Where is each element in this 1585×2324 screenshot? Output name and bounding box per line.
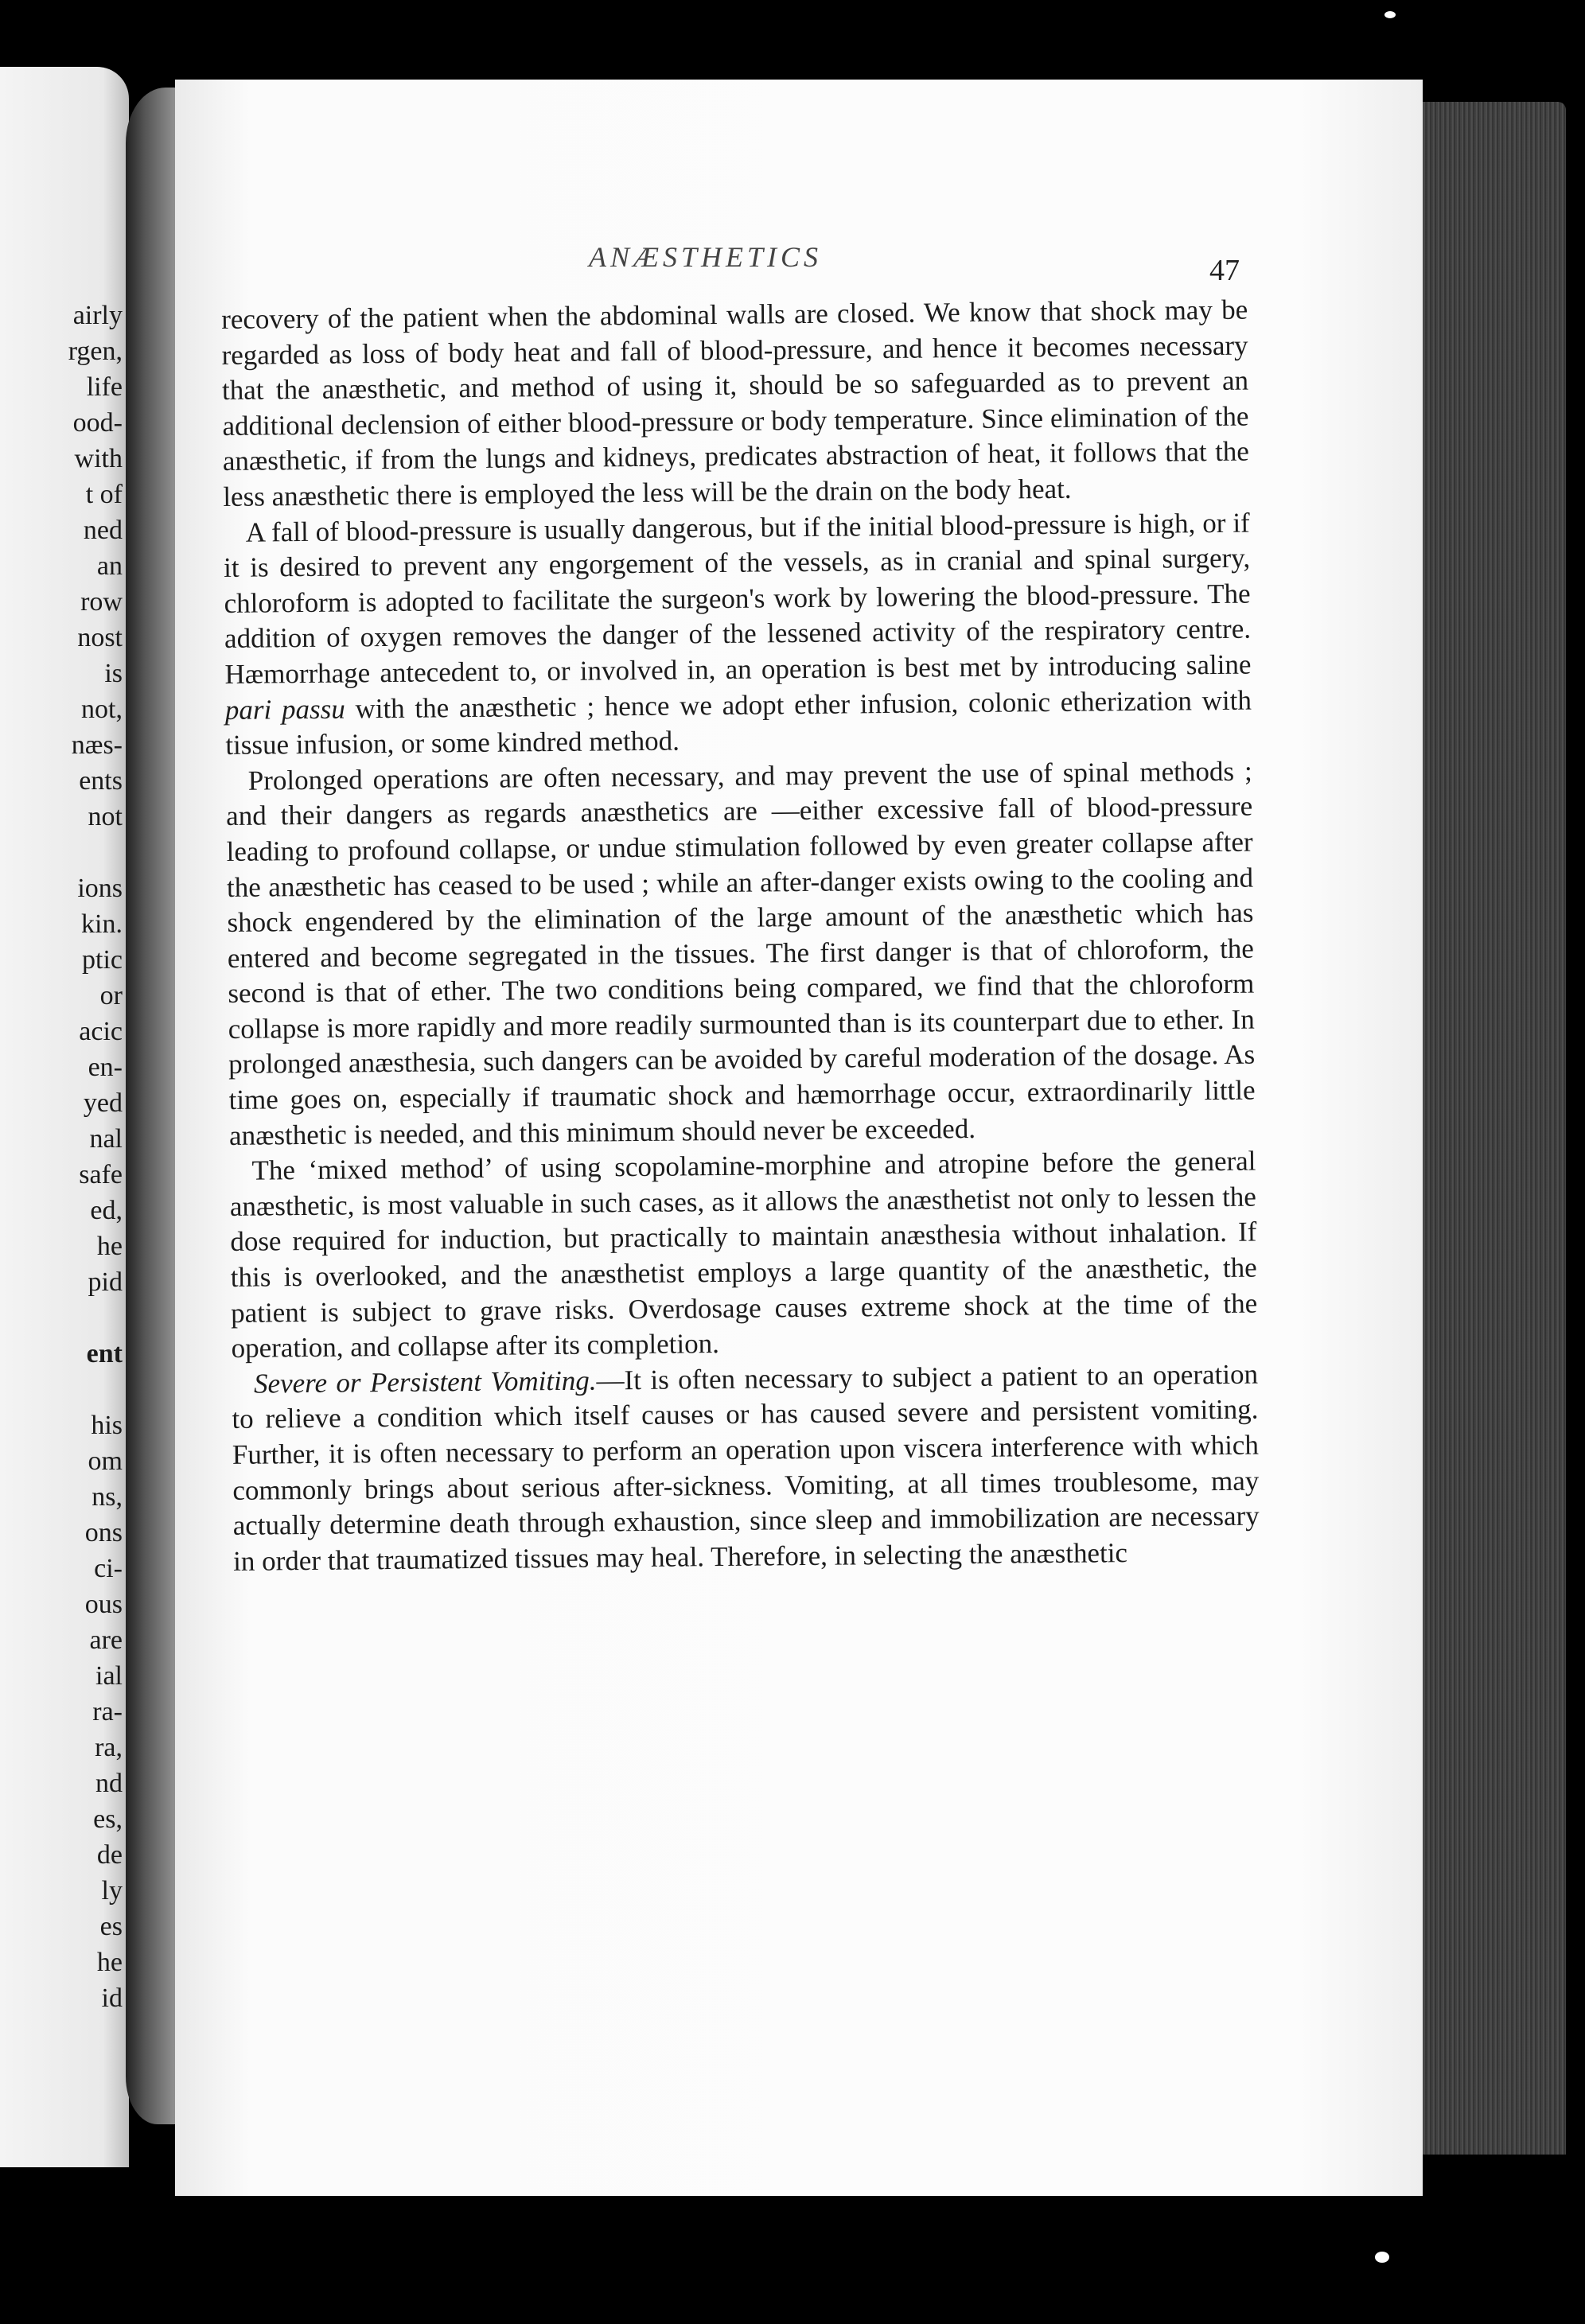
left-page-fragment: row: [80, 587, 123, 617]
left-page-fragment: [3, 1300, 123, 1336]
left-page-fragment: are: [89, 1625, 123, 1655]
left-page-fragment: næs-: [71, 730, 123, 760]
left-page: [0, 67, 129, 2167]
left-page-fragment: rgen,: [68, 337, 123, 366]
paragraph-3: Prolonged operations are often necessary, and may prevent the use of spinal methods ; and their dangers as regards anæsthetics are —either excessive fall of blood-pressure leading to profound collapse, or undue stimulation followed by even greater collapse after the anæsthetic has ceased to be used ; while an after-danger exists owing to the cooling and shock engendered by the elimination of the large amount of the anæsthetic which has entered and become segregated in the tissues. The first danger is that of chloroform, the second is that of ether. The two conditions being compared, we find that the chloroform collapse is more rapidly and more readily surmounted than is its counterpart due to ether. In prolonged anæsthesia, such dangers can be avoided by careful moderation of the dosage. As time goes on, especially if traumatic shock and hæmorrhage occur, extraordinarily little anæsthetic is needed, and this minimum should never be exceeded.: [226, 755, 1256, 1151]
page-number: 47: [1209, 254, 1240, 287]
left-page-fragment: ra-: [92, 1697, 123, 1726]
left-page-fragment: an: [96, 551, 123, 581]
left-page-fragment: ial: [95, 1661, 123, 1691]
paragraph-5: [232, 1357, 1260, 1579]
left-page-fragment: acic: [79, 1017, 123, 1046]
left-page-fragment: ons: [84, 1518, 123, 1547]
left-page-fragment: nost: [77, 623, 123, 652]
latin-phrase: pari passu: [224, 693, 345, 726]
paragraph-4: The ‘mixed method’ of using scopolamine-morphine and atropine before the general anæsthetic, is most valuable in such cases, as it allows the anæsthetist not only to lessen the dose required for induction, but practically to maintain anæsthesia without inhalation. If this is overlooked, and the anæsthetist employs a large quantity of the anæsthetic, the patient is subject to grave risks. Overdosage causes extreme shock at the time of the operation, and collapse after its completion.: [229, 1145, 1258, 1364]
dust-speck: [1384, 11, 1396, 18]
left-page-text-fragments: [3, 298, 123, 2016]
left-page-fragment: ions: [77, 874, 123, 903]
left-page-fragment: en-: [88, 1053, 123, 1082]
left-page-fragment: his: [91, 1411, 123, 1440]
left-page-fragment: yed: [83, 1088, 123, 1118]
left-page-fragment: or: [99, 981, 123, 1010]
paragraph-1: recovery of the patient when the abdominal walls are closed. We know that shock may be regarded as loss of body heat and fall of blood-pressure, and hence it becomes necessary that the anæsthetic, and method of using it, should be so safeguarded as to prevent an additional declension of either blood-pressure or body temperature. Since elimination of the anæsthetic, if from the lungs and kidneys, predicates abstraction of heat, it follows that the less anæsthetic there is employed the less will be the drain on the body heat.: [221, 294, 1250, 512]
body-text: [221, 293, 1264, 2021]
left-page-fragment: is: [104, 659, 123, 688]
left-page-fragment: he: [96, 1232, 123, 1261]
left-page-fragment: ents: [79, 766, 123, 796]
paragraph-2: [224, 505, 1252, 764]
left-page-fragment: es: [99, 1912, 123, 1941]
left-page-fragment: ous: [84, 1590, 123, 1619]
left-page-fragment: he: [96, 1948, 123, 1977]
left-page-fragment: t of: [85, 480, 123, 509]
left-page-fragment: kin.: [81, 909, 123, 939]
left-page-fragment: [3, 835, 123, 870]
left-page-fragment: airly: [72, 301, 123, 330]
left-page-fragment: with: [74, 444, 123, 473]
left-page-fragment: ood-: [72, 408, 123, 438]
left-page-fragment: ned: [83, 516, 123, 545]
left-page-fragment: de: [96, 1840, 123, 1870]
left-page-fragment: es,: [93, 1804, 123, 1834]
left-page-fragment: ent: [86, 1339, 123, 1368]
left-page-fragment: safe: [79, 1160, 123, 1189]
running-head: ANÆSTHETICS: [589, 241, 823, 273]
left-page-fragment: nd: [95, 1769, 123, 1798]
left-page-fragment: ci-: [94, 1554, 123, 1583]
dust-speck: [1375, 2252, 1389, 2263]
left-page-fragment: [3, 1372, 123, 1407]
left-page-fragment: nal: [89, 1124, 123, 1154]
left-page-fragment: life: [86, 372, 123, 402]
section-heading: Severe or Persistent Vomiting.: [253, 1364, 597, 1399]
paragraph-2-start: A fall of blood-pressure is usually dangerous, but if the initial blood-pressure is high, or if it is desired to prevent any engorgement of the vessels, as in cranial and spinal surgery, chloroform is adopted to facilitate the surgeon's work by lowering the blood-pressure. The addition of oxygen removes the danger of the lessened activity of the respiratory centre. Hæmorrhage antecedent to, or involved in, an operation is best met by introducing saline: [224, 507, 1252, 690]
page-edges: [1423, 102, 1566, 2155]
left-page-fragment: ptic: [82, 945, 123, 975]
left-page-fragment: ns,: [92, 1482, 123, 1512]
paragraph-5-text: —It is often necessary to subject a patient to an operation to relieve a condition which itself causes or has caused severe and persistent vomiting. Further, it is often necessary to perform an operation upon viscera interference with which commonly brings about serious after-sickness. Vomiting, at all times troublesome, may actually determine death through exhaustion, since sleep and immobilization are necessary in order that traumatized tissues may heal. Therefore, in selecting the anæsthetic: [232, 1358, 1260, 1577]
left-page-fragment: pid: [88, 1267, 123, 1297]
left-page-fragment: not: [88, 802, 123, 831]
left-page-fragment: ly: [101, 1876, 123, 1906]
left-page-fragment: not,: [81, 695, 123, 724]
left-page-fragment: ed,: [90, 1196, 123, 1225]
paragraph-2-end: with the anæsthetic ; hence we adopt ether infusion, colonic etherization with tissue infusion, or some kindred method.: [225, 684, 1252, 761]
left-page-fragment: ra,: [95, 1733, 123, 1762]
left-page-fragment: id: [101, 1983, 123, 2013]
left-page-fragment: om: [88, 1446, 123, 1476]
